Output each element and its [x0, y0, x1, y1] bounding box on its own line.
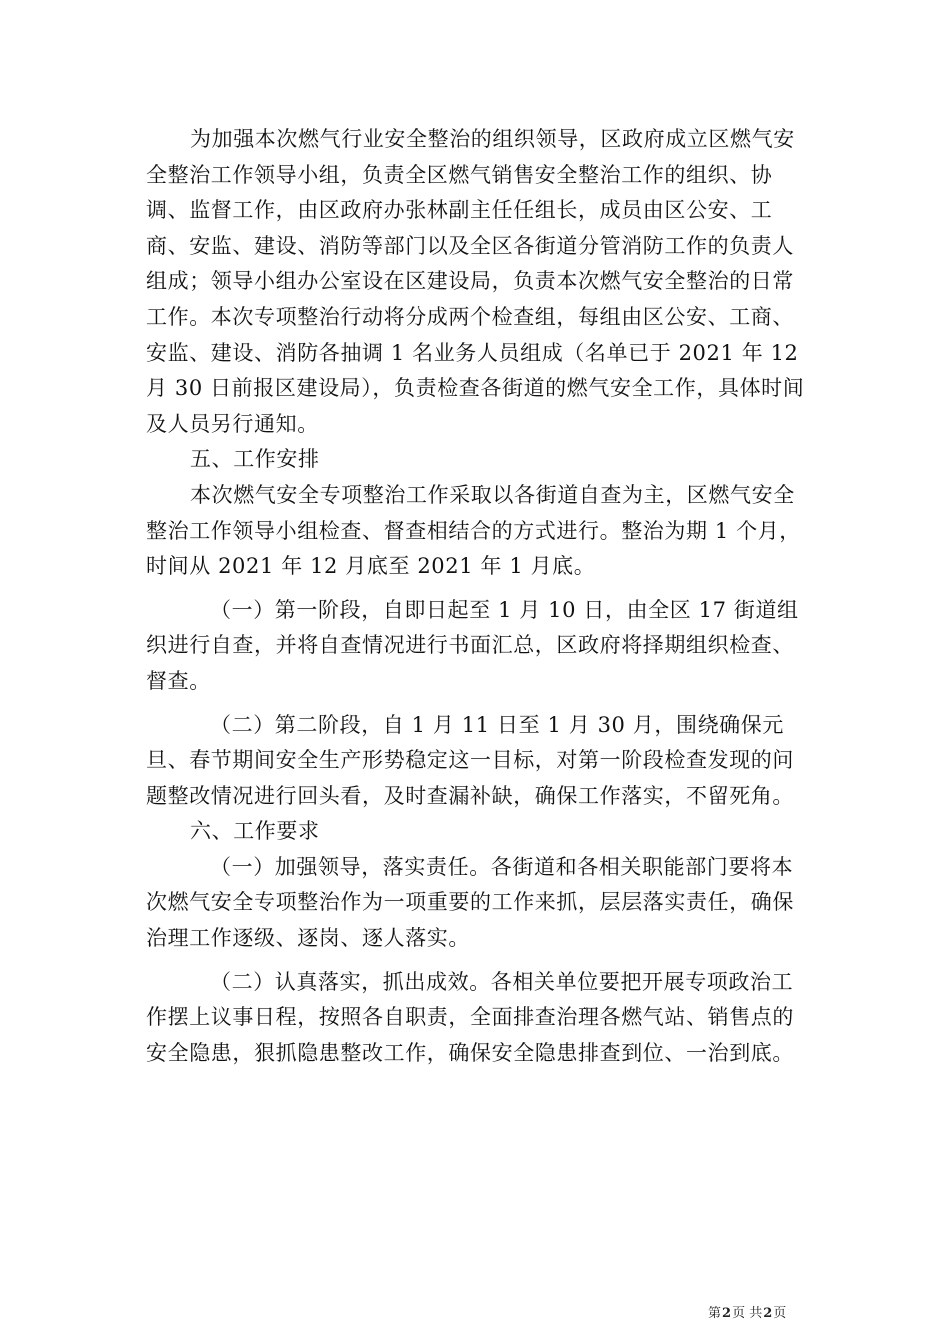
paragraph-phase-one: （一）第一阶段，自即日起至 1 月 10 日，由全区 17 街道组织进行自查，并将自查情况进行书面汇总，区政府将择期组织检查、督查。 — [146, 597, 799, 693]
section-heading-work-arrangement: 五、工作安排 — [190, 447, 320, 472]
footer-middle: 页 共 — [732, 1306, 763, 1321]
paragraph-work-arrangement: 本次燃气安全专项整治工作采取以各街道自查为主，区燃气安全整治工作领导小组检查、督查相结合的方式进行。整治为期 1 个月，时间从 2021 年 12 月底至 2021 年 1 月底。 — [146, 482, 801, 579]
page-number-footer — [708, 1302, 786, 1321]
section-heading-work-requirements: 六、工作要求 — [190, 819, 320, 844]
paragraph-requirement-two: （二）认真落实，抓出成效。各相关单位要把开展专项政治工作摆上议事日程，按照各自职责，全面排查治理各燃气站、销售点的安全隐患，狠抓隐患整改工作，确保安全隐患排查到位、一治到底。 — [146, 969, 794, 1065]
paragraph-requirement-one: （一）加强领导，落实责任。各街道和各相关职能部门要将本次燃气安全专项整治作为一项重要的工作来抓，层层落实责任，确保治理工作逐级、逐岗、逐人落实。 — [146, 854, 794, 951]
paragraph-gap — [146, 585, 808, 593]
paragraph-gap — [146, 700, 808, 708]
total-page-number: 2 — [763, 1306, 773, 1321]
footer-prefix: 第 — [708, 1306, 722, 1321]
current-page-number: 2 — [722, 1306, 732, 1321]
document-body — [146, 122, 808, 1071]
paragraph-gap — [146, 957, 808, 965]
paragraph-phase-two: （二）第二阶段，自 1 月 11 日至 1 月 30 月，围绕确保元旦、春节期间安全生产形势稳定这一目标，对第一阶段检查发现的问题整改情况进行回头看，及时查漏补缺，确保工作落实，不留死角。 — [146, 712, 794, 808]
paragraph-leadership-group: 为加强本次燃气行业安全整治的组织领导，区政府成立区燃气安全整治工作领导小组，负责全区燃气销售安全整治工作的组织、协调、监督工作，由区政府办张林副主任任组长，成员由区公安、工商、安监、建设、消防等部门以及全区各街道分管消防工作的负责人组成；领导小组办公室设在区建设局，负责本次燃气安全整治的日常工作。本次专项整治行动将分成两个检查组，每组由区公安、工商、安监、建设、消防各抽调 1 名业务人员组成（名单已于 2021 年 12 月 30 日前报区建设局），负责检查各街道的燃气安全工作，具体时间及人员另行通知。 — [146, 127, 805, 436]
footer-suffix: 页 — [773, 1306, 787, 1321]
